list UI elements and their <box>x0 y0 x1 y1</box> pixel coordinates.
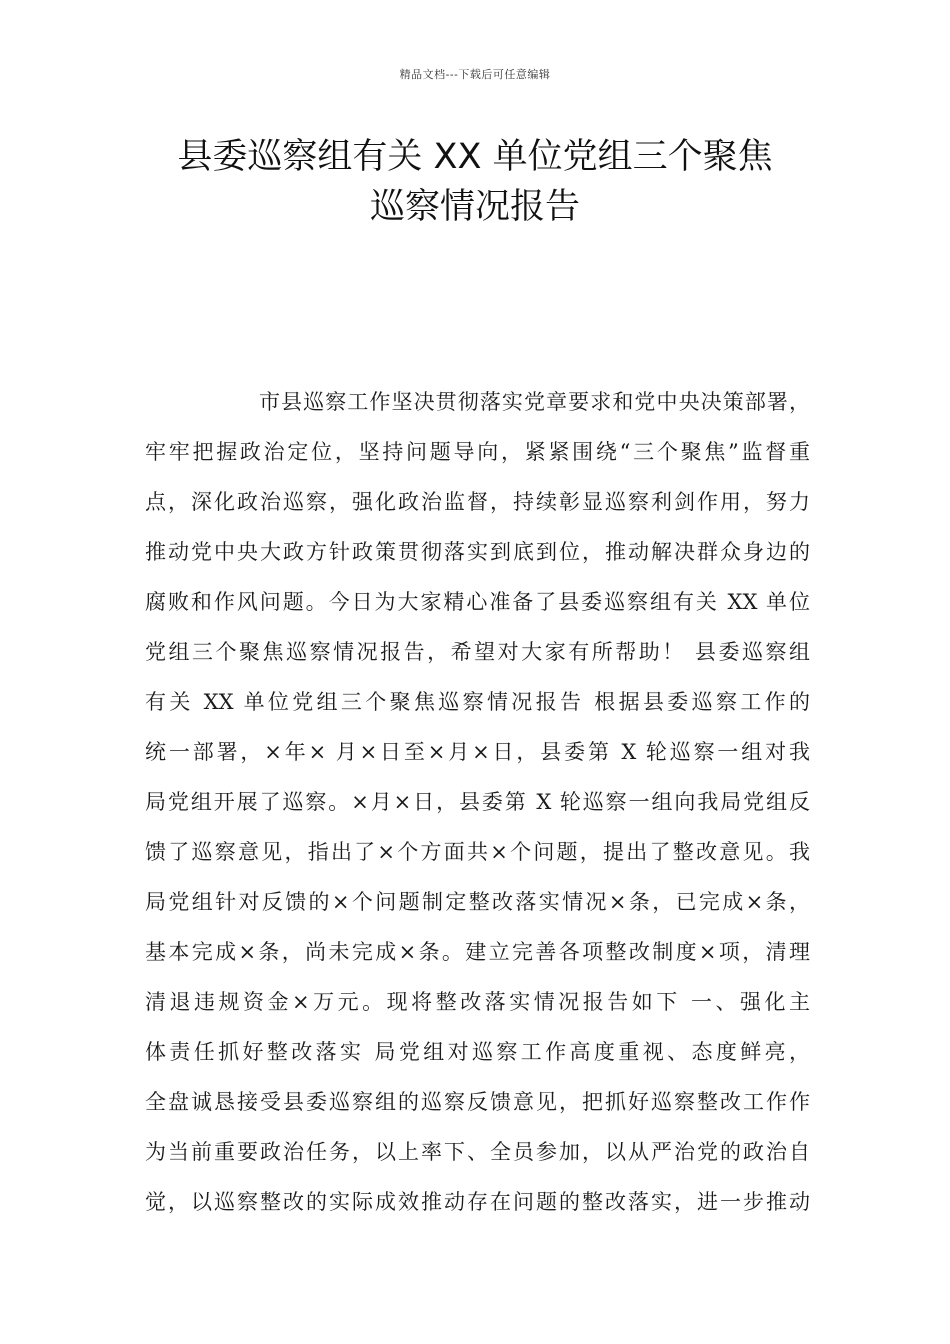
body-line: 清退违规资金×万元。现将整改落实情况报告如下 一、强化主 <box>145 990 810 1014</box>
document-title <box>140 132 810 232</box>
body-line: 党组三个聚焦巡察情况报告，希望对大家有所帮助！ 县委巡察组 <box>145 640 810 664</box>
document-title-line-1: 县委巡察组有关 XX 单位党组三个聚焦 <box>177 137 773 177</box>
body-line: 腐败和作风问题。今日为大家精心准备了县委巡察组有关 XX 单位 <box>145 590 810 614</box>
body-line: 牢牢把握政治定位，坚持问题导向，紧紧围绕“三个聚焦”监督重 <box>145 440 810 464</box>
body-line: 有关 XX 单位党组三个聚焦巡察情况报告 根据县委巡察工作的 <box>145 690 810 714</box>
body-line: 为当前重要政治任务，以上率下、全员参加，以从严治党的政治自 <box>145 1140 810 1164</box>
header-note: 精品文档---下载后可任意编辑 <box>399 68 551 81</box>
body-line: 市县巡察工作坚决贯彻落实党章要求和党中央决策部署， <box>259 390 810 414</box>
body-line: 点，深化政治巡察，强化政治监督，持续彰显巡察利剑作用，努力 <box>145 490 810 514</box>
body-line: 推动党中央大政方针政策贯彻落实到底到位，推动解决群众身边的 <box>145 540 810 564</box>
body-line: 统一部署，×年× 月×日至×月×日，县委第 X 轮巡察一组对我 <box>145 740 810 764</box>
body-line: 局党组针对反馈的×个问题制定整改落实情况×条，已完成×条， <box>145 890 810 914</box>
document-body <box>145 377 810 1227</box>
document-title-line-2: 巡察情况报告 <box>369 187 580 227</box>
body-line: 局党组开展了巡察。×月×日，县委第 X 轮巡察一组向我局党组反 <box>145 790 810 814</box>
body-line: 体责任抓好整改落实 局党组对巡察工作高度重视、态度鲜亮， <box>145 1040 810 1064</box>
body-line: 基本完成×条，尚未完成×条。建立完善各项整改制度×项，清理 <box>145 940 810 964</box>
body-line: 馈了巡察意见，指出了×个方面共×个问题，提出了整改意见。我 <box>145 840 810 864</box>
body-line: 觉，以巡察整改的实际成效推动存在问题的整改落实，进一步推动 <box>145 1190 810 1214</box>
body-line: 全盘诚恳接受县委巡察组的巡察反馈意见，把抓好巡察整改工作作 <box>145 1090 810 1114</box>
